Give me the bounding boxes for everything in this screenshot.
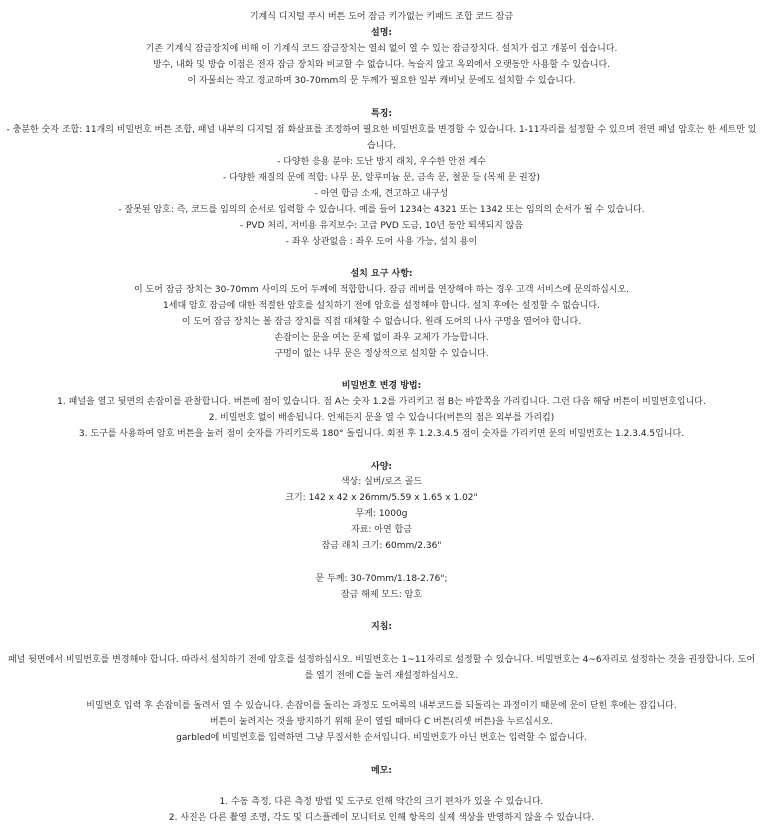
memo-heading: 메모:: [371, 766, 392, 776]
password-change-step: 2. 비밀번호 없이 배송됩니다. 언제든지 문을 열 수 있습니다(버튼의 점은 외부를 가리킴): [208, 413, 555, 423]
spec-item: 잠금 해제 모드: 암호: [340, 590, 423, 600]
spec-item: 무게: 1000g: [355, 509, 408, 519]
feature-item: - 좌우 상관없음 : 좌우 도어 사용 가능, 설치 용이: [285, 237, 478, 247]
guide-paragraph: 비밀번호 입력 후 손잡이를 돌려서 열 수 있습니다. 손잡이를 돌리는 과정도 도어록의 내부코드를 되돌리는 과정이기 때문에 문이 닫힌 후에는 잠깁니다.: [86, 701, 677, 711]
password-change-step: 3. 도구를 사용하여 암호 버튼을 눌러 점이 숫자를 가리키도록 180° 돌립니다. 회전 후 1.2.3.4.5 점이 숫자를 가리키면 문의 비밀번호는 1.2.3.4.5입니다.: [78, 429, 685, 439]
installation-line: 손잡이는 문을 여는 문제 없이 좌우 교체가 가능합니다.: [274, 333, 489, 343]
memo-item: 2. 사진은 다른 촬영 조명, 각도 및 디스플레이 모니터로 인해 항목의 실제 색상을 반영하지 않을 수 있습니다.: [168, 813, 595, 823]
specs-heading: 사양:: [371, 462, 392, 472]
installation-line: 1세대 암호 잠금에 대한 적절한 암호를 설치하기 전에 암호를 설정해야 합니다. 설치 후에는 설정할 수 없습니다.: [163, 301, 600, 311]
description-line: 방수, 내화 및 방습 이점은 전자 잠금 장치와 비교할 수 없습니다. 녹슬지 않고 옥외에서 오랫동안 사용할 수 있습니다.: [152, 60, 611, 70]
spec-item: 색상: 실버/로즈 골드: [340, 477, 423, 487]
installation-line: 구멍이 없는 나무 문은 정상적으로 설치할 수 있습니다.: [274, 349, 489, 359]
installation-line: 이 도어 잠금 장치는 30-70mm 사이의 도어 두께에 적합합니다. 잠금 레버를 연장해야 하는 경우 고객 서비스에 문의하십시오.: [133, 285, 630, 295]
feature-item: - 아연 합금 소재, 견고하고 내구성: [314, 189, 449, 199]
product-title: 기계식 디지털 푸시 버튼 도어 잠금 키가없는 키패드 조합 코드 잠금: [249, 12, 514, 22]
description-line: 이 자물쇠는 작고 정교하며 30-70mm의 문 두께가 필요한 일부 캐비닛 문에도 설치할 수 있습니다.: [187, 76, 576, 86]
guide-paragraph: garbled에 비밀번호를 입력하면 그냥 무질서한 순서입니다. 비밀번호가 아닌 번호는 입력할 수 없습니다.: [176, 733, 587, 743]
guide-paragraph: 버튼이 눌려지는 것을 방지하기 위해 문이 열릴 때마다 C 버튼(리셋 버튼)을 누르십시오.: [209, 717, 554, 727]
installation-heading: 설치 요구 사항:: [350, 269, 413, 279]
guide-paragraph: 패널 뒷면에서 비밀번호를 변경해야 합니다. 따라서 설치하기 전에 암호를 설정하십시오. 비밀번호는 1~11자리로 설정할 수 있습니다. 비밀번호는 4~6자리로 설정하는 것을 권장합니다. 도어를 열기 전에 C를 눌러 재설정하십시오.: [7, 655, 756, 681]
spec-item: 문 두께: 30-70mm/1.18-2.76";: [315, 574, 448, 584]
feature-item: - 충분한 숫자 조합: 11개의 비밀번호 버튼 조합, 패널 내부의 디지털 점 화살표를 조정하여 필요한 비밀번호를 변경할 수 있습니다. 1-11자리를 설정할 수 있으며 전면 패널 암호는 한 세트만 있습니다.: [6, 125, 757, 151]
description-line: 기존 기계식 잠금장치에 비해 이 기계식 코드 잠금장치는 열쇠 없이 열 수 있는 잠금장치다. 설치가 쉽고 개봉이 쉽습니다.: [145, 44, 618, 54]
description-heading: 설명:: [371, 28, 392, 38]
installation-line: 이 도어 잠금 장치는 볼 잠금 장치를 직접 대체할 수 없습니다. 원래 도어의 나사 구멍을 열어야 합니다.: [181, 317, 582, 327]
features-heading: 특징:: [371, 109, 392, 119]
feature-item: - 다양한 재질의 문에 적합: 나무 문, 알루미늄 문, 금속 문, 철문 등 (목제 문 권장): [223, 173, 540, 183]
spec-item: 잠금 래치 크기: 60mm/2.36": [321, 541, 442, 551]
password-change-step: 1. 패널을 열고 뒷면의 손잡이를 관찰합니다. 버튼에 점이 있습니다. 점 A는 숫자 1.2를 가리키고 점 B는 바깥쪽을 가리킵니다. 그런 다음 해당 버튼이 비밀번호입니다.: [57, 397, 706, 407]
spec-item: 크기: 142 x 42 x 26mm/5.59 x 1.65 x 1.02": [285, 493, 478, 503]
guide-heading: 지침:: [371, 622, 392, 632]
spec-item: 자료: 아연 합금: [351, 525, 412, 535]
feature-item: - 잘못된 암호: 즉, 코드를 임의의 순서로 입력할 수 있습니다. 예를 들어 1234는 4321 또는 1342 또는 임의의 순서가 될 수 있습니다.: [118, 205, 645, 215]
password-change-heading: 비밀번호 변경 방법:: [341, 381, 422, 391]
memo-item: 1. 수동 측정, 다른 측정 방법 및 도구로 인해 약간의 크기 편차가 있을 수 있습니다.: [219, 797, 544, 807]
feature-item: - 다양한 응용 분야: 도난 방지 래치, 우수한 안전 계수: [277, 157, 486, 167]
feature-item: - PVD 처리, 저비용 유지보수: 고급 PVD 도금, 10년 동안 퇴색되지 않음: [239, 221, 524, 231]
